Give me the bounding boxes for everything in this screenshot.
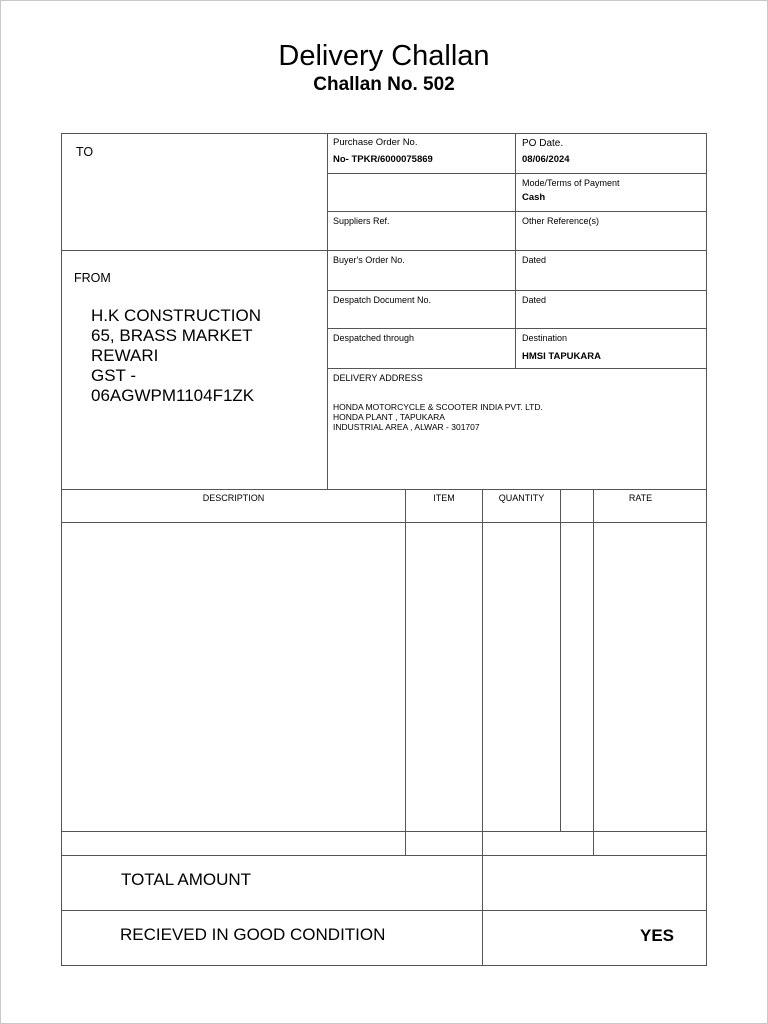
- divider: [61, 831, 707, 832]
- buyers-order-dated-label: Dated: [522, 255, 547, 265]
- from-city: REWARI: [91, 346, 159, 365]
- divider: [560, 489, 561, 831]
- divider: [327, 290, 707, 291]
- purchase-order-value: No- TPKR/6000075869: [333, 154, 433, 165]
- divider: [61, 489, 707, 490]
- to-label: TO: [76, 145, 94, 159]
- divider: [61, 522, 707, 523]
- divider: [61, 910, 707, 911]
- destination-value: HMSI TAPUKARA: [522, 351, 601, 362]
- delivery-address-label: DELIVERY ADDRESS: [333, 373, 423, 383]
- delivery-address-line: HONDA PLANT , TAPUKARA: [333, 412, 445, 422]
- divider: [482, 489, 483, 966]
- received-condition-value: YES: [640, 926, 675, 945]
- column-header-description: DESCRIPTION: [202, 493, 265, 503]
- po-date-label: PO Date.: [522, 138, 564, 149]
- delivery-address-line: HONDA MOTORCYCLE & SCOOTER INDIA PVT. LTD.: [333, 402, 543, 412]
- column-header-rate: RATE: [628, 493, 653, 503]
- column-header-item: ITEM: [433, 493, 455, 503]
- received-condition-label: RECIEVED IN GOOD CONDITION: [120, 925, 386, 944]
- divider: [327, 173, 707, 174]
- po-date-value: 08/06/2024: [522, 154, 570, 165]
- buyers-order-label: Buyer's Order No.: [333, 255, 405, 265]
- divider: [327, 368, 707, 369]
- divider: [327, 328, 707, 329]
- divider: [61, 855, 707, 856]
- challan-number: Challan No. 502: [313, 74, 455, 95]
- payment-terms-value: Cash: [522, 192, 546, 203]
- other-reference-label: Other Reference(s): [522, 216, 600, 226]
- divider: [405, 489, 406, 855]
- from-gst-number: 06AGWPM1104F1ZK: [91, 386, 255, 405]
- purchase-order-label: Purchase Order No.: [333, 137, 418, 148]
- divider: [327, 211, 707, 212]
- despatch-document-dated-label: Dated: [522, 295, 547, 305]
- delivery-address-line: INDUSTRIAL AREA , ALWAR - 301707: [333, 422, 480, 432]
- divider: [515, 133, 516, 368]
- despatch-document-label: Despatch Document No.: [333, 295, 432, 305]
- divider: [61, 250, 707, 251]
- from-gst-label: GST -: [91, 366, 137, 385]
- from-address-line: 65, BRASS MARKET: [91, 326, 253, 345]
- divider: [327, 133, 328, 489]
- from-label: FROM: [74, 271, 111, 285]
- total-amount-label: TOTAL AMOUNT: [121, 870, 252, 889]
- despatched-through-label: Despatched through: [333, 333, 415, 343]
- suppliers-ref-label: Suppliers Ref.: [333, 216, 390, 226]
- destination-label: Destination: [522, 333, 568, 343]
- divider: [593, 489, 594, 855]
- from-name: H.K CONSTRUCTION: [91, 306, 261, 325]
- column-header-quantity: QUANTITY: [498, 493, 545, 503]
- payment-terms-label: Mode/Terms of Payment: [522, 178, 620, 188]
- document-title: Delivery Challan: [278, 40, 490, 72]
